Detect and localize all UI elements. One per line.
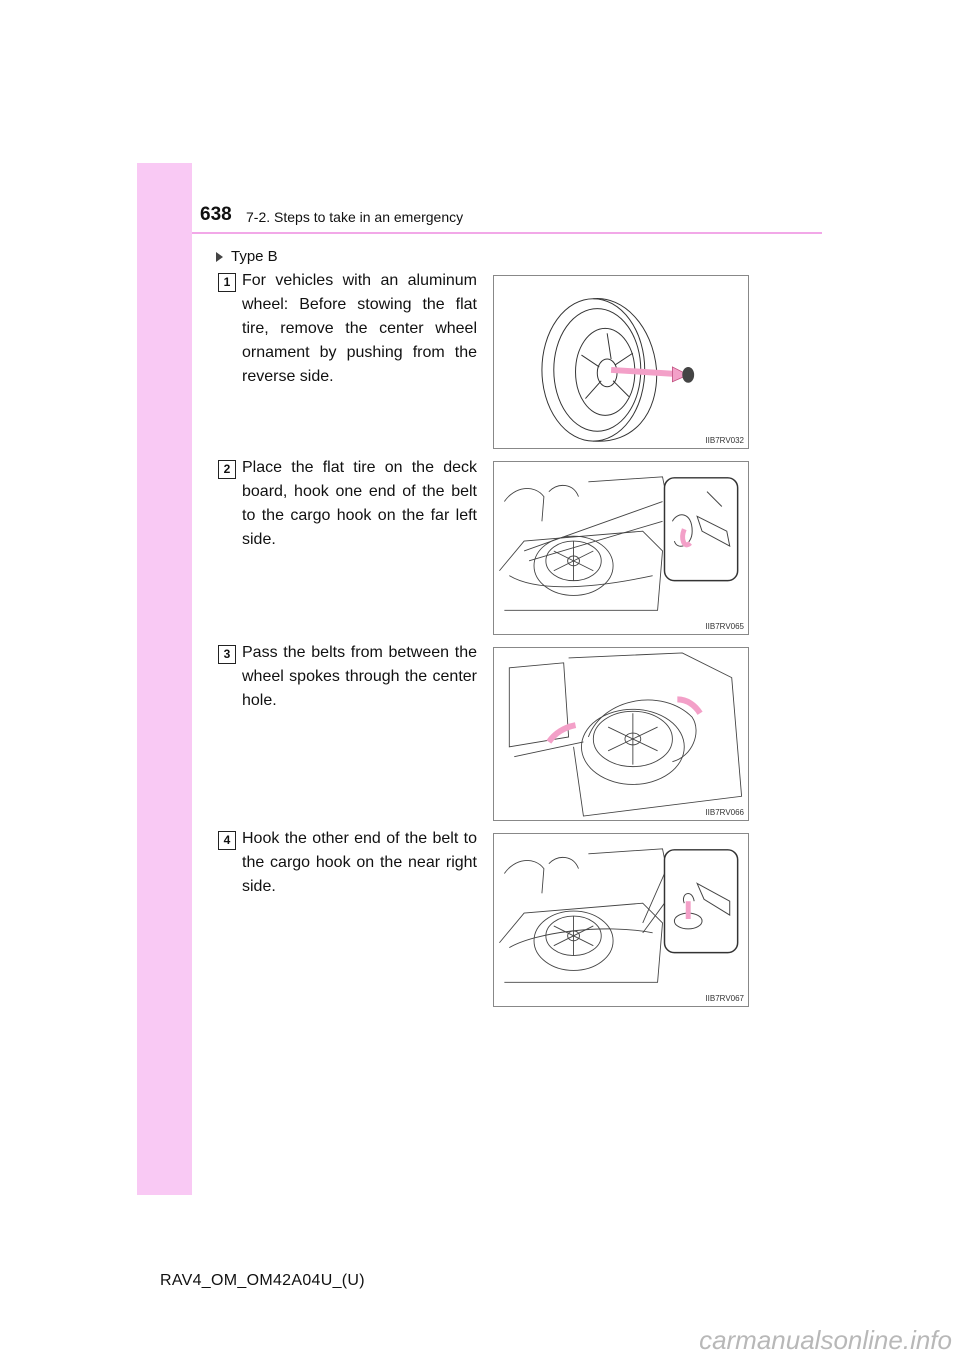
section-title: 7-2. Steps to take in an emergency	[246, 209, 464, 225]
type-label-text: Type B	[231, 248, 278, 265]
step-text-3: Pass the belts from between the wheel spokes through the center hole.	[242, 644, 477, 709]
belt-through-spokes-illustration	[494, 648, 748, 820]
step-text-4: Hook the other end of the belt to the cargo hook on the near right side.	[242, 830, 477, 895]
document-code-footer: RAV4_OM_OM42A04U_(U)	[160, 1272, 365, 1289]
triangle-bullet-icon	[216, 252, 223, 262]
cargo-hook-far-left-illustration	[494, 462, 748, 634]
step-text-2: Place the flat tire on the deck board, hook one end of the belt to the cargo hook on the far left side.	[242, 459, 477, 548]
header-rule	[192, 232, 822, 234]
step-text-1: For vehicles with an aluminum wheel: Before stowing the flat tire, remove the center wheel ornament by pushing from the reverse side.	[242, 272, 477, 385]
step-number-3: 3	[218, 645, 236, 664]
page-number: 638	[200, 204, 232, 225]
chapter-sidebar-tab	[137, 163, 192, 1195]
cargo-hook-near-right-illustration	[494, 834, 748, 1006]
watermark: carmanualsonline.info	[699, 1325, 952, 1355]
step-number-4: 4	[218, 831, 236, 850]
figure-code: IIB7RV032	[705, 436, 744, 445]
figure-step-1	[493, 275, 749, 449]
figure-step-3	[493, 647, 749, 821]
figure-code: IIB7RV065	[705, 622, 744, 631]
wheel-ornament-removal-illustration	[494, 276, 748, 448]
figure-code: IIB7RV067	[705, 994, 744, 1003]
type-label	[216, 248, 278, 265]
figure-step-2	[493, 461, 749, 635]
step-number-1: 1	[218, 273, 236, 292]
step-number-2: 2	[218, 460, 236, 479]
figure-step-4	[493, 833, 749, 1007]
figure-code: IIB7RV066	[705, 808, 744, 817]
